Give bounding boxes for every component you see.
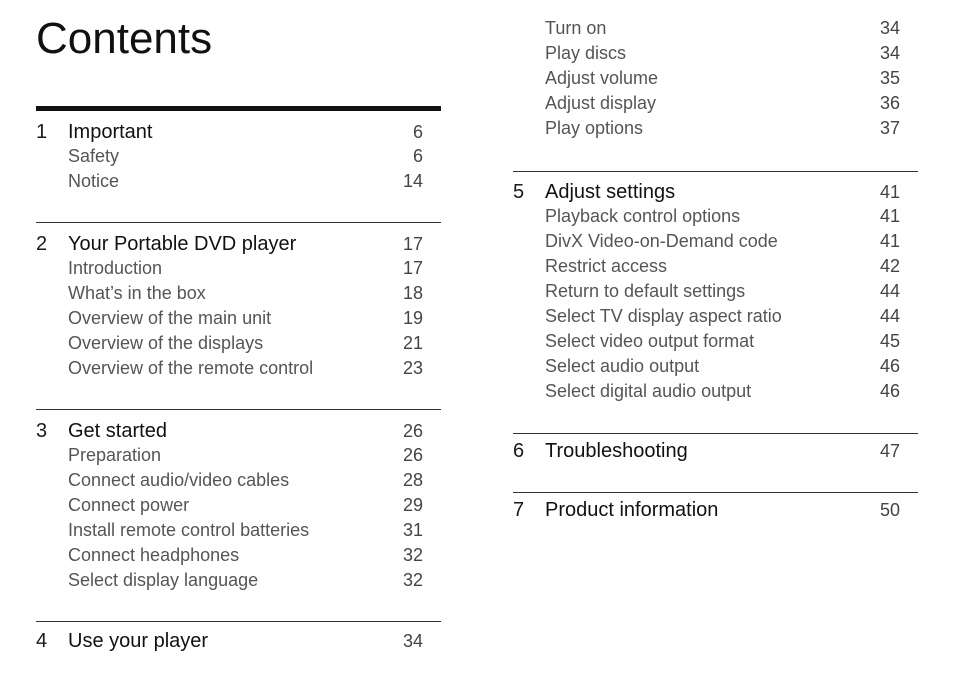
page-number: 23 — [402, 358, 423, 378]
toc-entry[interactable] — [513, 306, 918, 331]
toc-section-5 — [513, 171, 918, 433]
toc-entry[interactable] — [36, 445, 441, 470]
toc-section-7 — [513, 492, 918, 524]
entry-title: Connect headphones — [68, 545, 240, 565]
page-number: 18 — [402, 283, 423, 303]
chapter-number: 5 — [513, 181, 525, 203]
page-number: 32 — [402, 570, 423, 590]
toc-entry[interactable] — [513, 206, 918, 231]
toc-chapter-entry[interactable] — [36, 121, 441, 146]
chapter-number: 1 — [36, 121, 48, 143]
entry-title: Select video output format — [545, 331, 755, 351]
entry-title: Select TV display aspect ratio — [545, 306, 782, 326]
entry-title: Overview of the displays — [68, 333, 264, 353]
chapter-title: Product information — [545, 499, 719, 521]
page-title: Contents — [36, 14, 213, 63]
chapter-number: 6 — [513, 440, 525, 462]
page-number: 14 — [402, 171, 423, 191]
toc-entry[interactable] — [513, 43, 918, 68]
page-number: 44 — [879, 281, 900, 301]
page-number: 17 — [402, 234, 423, 254]
page-number: 34 — [402, 631, 423, 651]
entry-title: Select digital audio output — [545, 381, 752, 401]
toc-right-column — [513, 18, 918, 524]
entry-title: Select audio output — [545, 356, 700, 376]
toc-entry[interactable] — [36, 333, 441, 358]
chapter-number: 3 — [36, 420, 48, 442]
toc-entry[interactable] — [36, 146, 441, 171]
entry-title: Install remote control batteries — [68, 520, 310, 540]
page-number: 41 — [879, 182, 900, 202]
toc-entry[interactable] — [513, 118, 918, 143]
entry-title: Safety — [68, 146, 120, 166]
entry-title: Introduction — [68, 258, 163, 278]
page-number: 26 — [402, 445, 423, 465]
page-number: 41 — [879, 206, 900, 226]
toc-left-column — [36, 106, 441, 655]
page-number: 42 — [879, 256, 900, 276]
page-number: 50 — [879, 500, 900, 520]
entry-title: Notice — [68, 171, 120, 191]
toc-chapter-entry[interactable] — [36, 233, 441, 258]
toc-chapter-entry[interactable] — [36, 420, 441, 445]
toc-entry[interactable] — [513, 231, 918, 256]
entry-title: Overview of the main unit — [68, 308, 272, 328]
toc-entry[interactable] — [36, 258, 441, 283]
entry-title: Adjust display — [545, 93, 657, 113]
chapter-title: Your Portable DVD player — [68, 233, 297, 255]
toc-section-4-continued — [513, 18, 918, 171]
chapter-title: Troubleshooting — [545, 440, 688, 462]
page-number: 32 — [402, 545, 423, 565]
page-number: 45 — [879, 331, 900, 351]
toc-chapter-entry[interactable] — [513, 440, 918, 465]
entry-title: Preparation — [68, 445, 162, 465]
chapter-title: Get started — [68, 420, 167, 442]
page-number: 44 — [879, 306, 900, 326]
entry-title: Restrict access — [545, 256, 668, 276]
page-number: 26 — [402, 421, 423, 441]
toc-entry[interactable] — [513, 281, 918, 306]
page-number: 41 — [879, 231, 900, 251]
page-number: 35 — [879, 68, 900, 88]
page-number: 34 — [879, 43, 900, 63]
page-number: 34 — [879, 18, 900, 38]
page-number: 19 — [402, 308, 423, 328]
toc-chapter-entry[interactable] — [36, 630, 441, 655]
page-number: 31 — [402, 520, 423, 540]
toc-entry[interactable] — [36, 470, 441, 495]
toc-entry[interactable] — [513, 331, 918, 356]
entry-title: What’s in the box — [68, 283, 206, 303]
toc-entry[interactable] — [513, 68, 918, 93]
entry-title: DivX Video-on-Demand code — [545, 231, 778, 251]
page-number: 6 — [412, 122, 423, 142]
entry-title: Return to default settings — [545, 281, 746, 301]
entry-title: Play discs — [545, 43, 627, 63]
toc-entry[interactable] — [513, 381, 918, 406]
chapter-number: 7 — [513, 499, 525, 521]
page-number: 47 — [879, 441, 900, 461]
chapter-number: 4 — [36, 630, 48, 652]
toc-entry[interactable] — [513, 18, 918, 43]
page-number: 46 — [879, 381, 900, 401]
page-number: 21 — [402, 333, 423, 353]
toc-chapter-entry[interactable] — [513, 499, 918, 524]
chapter-number: 2 — [36, 233, 48, 255]
page-number: 6 — [412, 146, 423, 166]
toc-entry[interactable] — [513, 356, 918, 381]
entry-title: Select display language — [68, 570, 259, 590]
toc-chapter-entry[interactable] — [513, 181, 918, 206]
page-number: 46 — [879, 356, 900, 376]
page-number: 17 — [402, 258, 423, 278]
chapter-title: Use your player — [68, 630, 209, 652]
entry-title: Connect audio/video cables — [68, 470, 290, 490]
toc-section-3 — [36, 409, 441, 621]
page-number: 37 — [879, 118, 900, 138]
toc-section-2 — [36, 222, 441, 409]
entry-title: Connect power — [68, 495, 190, 515]
toc-entry[interactable] — [36, 308, 441, 333]
toc-entry[interactable] — [36, 520, 441, 545]
entry-title: Adjust volume — [545, 68, 659, 88]
entry-title: Overview of the remote control — [68, 358, 314, 378]
chapter-title: Important — [68, 121, 153, 143]
toc-section-4 — [36, 621, 441, 655]
toc-section-6 — [513, 433, 918, 492]
entry-title: Play options — [545, 118, 644, 138]
chapter-title: Adjust settings — [545, 181, 676, 203]
page-number: 36 — [879, 93, 900, 113]
page-number: 28 — [402, 470, 423, 490]
toc-entry[interactable] — [513, 256, 918, 281]
toc-entry[interactable] — [36, 545, 441, 570]
page-number: 29 — [402, 495, 423, 515]
toc-entry[interactable] — [36, 495, 441, 520]
toc-entry[interactable] — [36, 570, 441, 595]
entry-title: Playback control options — [545, 206, 741, 226]
toc-entry[interactable] — [36, 171, 441, 196]
toc-entry[interactable] — [36, 358, 441, 383]
toc-entry[interactable] — [36, 283, 441, 308]
toc-section-1 — [36, 111, 441, 222]
entry-title: Turn on — [545, 18, 607, 38]
toc-entry[interactable] — [513, 93, 918, 118]
